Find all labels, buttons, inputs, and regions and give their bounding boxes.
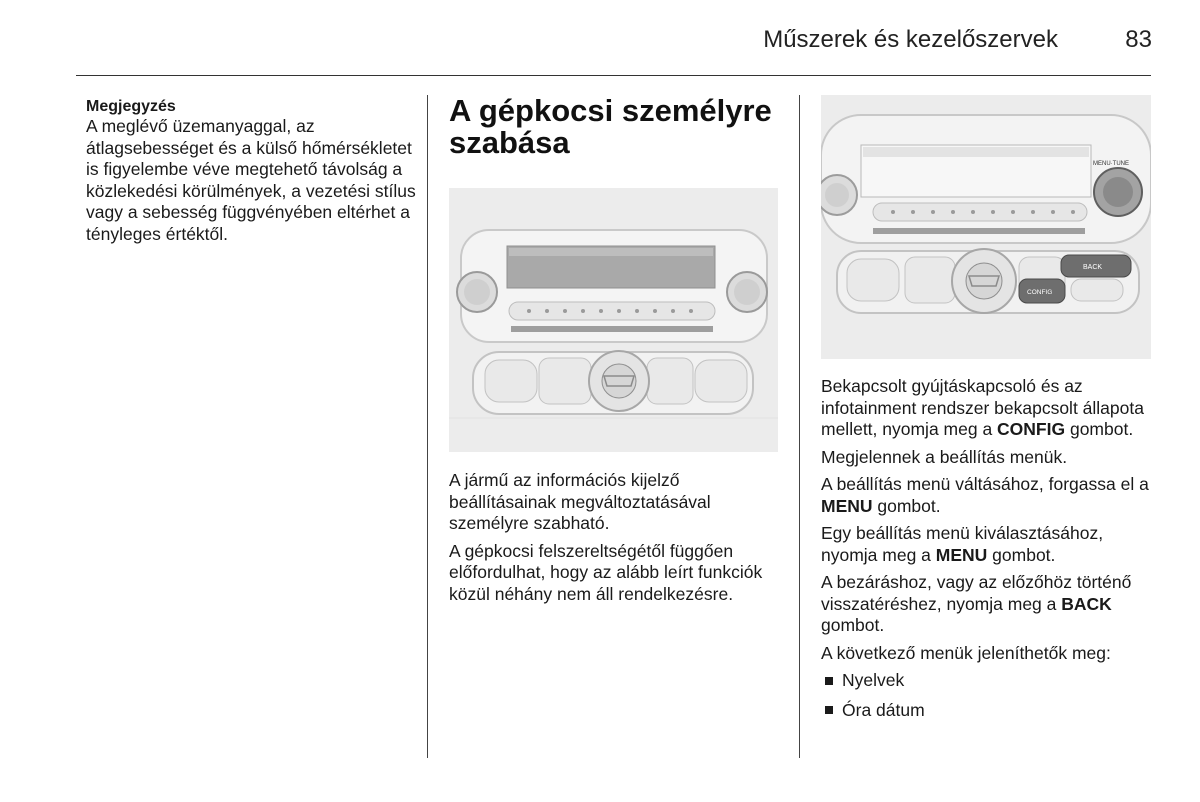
instruction-paragraph-3: A beállítás menü váltásához, forgassa el a MENU gombot. — [821, 474, 1149, 516]
section-column — [449, 95, 784, 159]
section-paragraph-2: A gépkocsi felszereltségétől függően előfordulhat, hogy az alább leírt funkciók közül néhány nem áll rendelkezésre. — [449, 540, 763, 604]
note-title: Megjegyzés — [86, 98, 176, 115]
menu-list — [821, 670, 1156, 721]
page-number: 83 — [1125, 26, 1152, 53]
radio-panel-illustration — [449, 188, 778, 452]
instruction-paragraph-5: A bezáráshoz, vagy az előzőhöz történő visszatéréshez, nyomja meg a BACK gombot. — [821, 572, 1132, 635]
section-paragraph-1: A jármű az információs kijelző beállításainak megváltoztatásával személyre szabható. — [449, 470, 711, 533]
back-button-label: BACK — [1083, 264, 1103, 271]
bullet-square-icon — [825, 706, 833, 714]
instruction-paragraph-6: A következő menük jeleníthetők meg: — [821, 642, 1111, 663]
radio-panel-photo — [449, 188, 778, 452]
section-title — [449, 95, 784, 159]
running-header-title: Műszerek és kezelőszervek — [763, 26, 1058, 53]
section-title-line1: A gépkocsi személyre — [449, 93, 772, 128]
menu-tune-label: MENU·TUNE — [1093, 161, 1129, 167]
list-item: Nyelvek — [821, 670, 1156, 692]
instructions-block — [821, 376, 1156, 729]
back-keyword: BACK — [1061, 593, 1112, 614]
instruction-paragraph-4: Egy beállítás menü kiválasztásához, nyomja meg a MENU gombot. — [821, 523, 1104, 565]
menu-keyword: MENU — [821, 495, 873, 516]
section-title-line2: szabása — [449, 125, 570, 160]
config-button-label: CONFIG — [1027, 289, 1053, 296]
header-divider — [76, 75, 1151, 76]
column-divider-1 — [427, 95, 428, 758]
config-keyword: CONFIG — [997, 419, 1066, 439]
note-text: A meglévő üzemanyaggal, az átlagsebességet és a külső hőmérsékletet is figyelembe véve megtehető távolság a közlekedési körülmények, a vezetési stílus vagy a sebesség függvényében eltérhet a tényleges értéktől. — [86, 116, 416, 244]
radio-controls-illustration — [821, 95, 1151, 359]
menu-keyword-2: MENU — [935, 544, 988, 565]
instruction-paragraph-1: Bekapcsolt gyújtáskapcsoló és az infotainment rendszer bekapcsolt állapota mellett, nyomja meg a CONFIG gombot. — [821, 376, 1144, 439]
instruction-paragraph-2: Megjelennek a beállítás menük. — [821, 446, 1068, 467]
radio-controls-photo — [821, 95, 1151, 359]
section-body — [449, 470, 784, 611]
bullet-square-icon — [825, 677, 833, 685]
note-block — [86, 97, 416, 245]
list-item: Óra dátum — [821, 700, 1156, 722]
column-divider-2 — [799, 95, 800, 758]
